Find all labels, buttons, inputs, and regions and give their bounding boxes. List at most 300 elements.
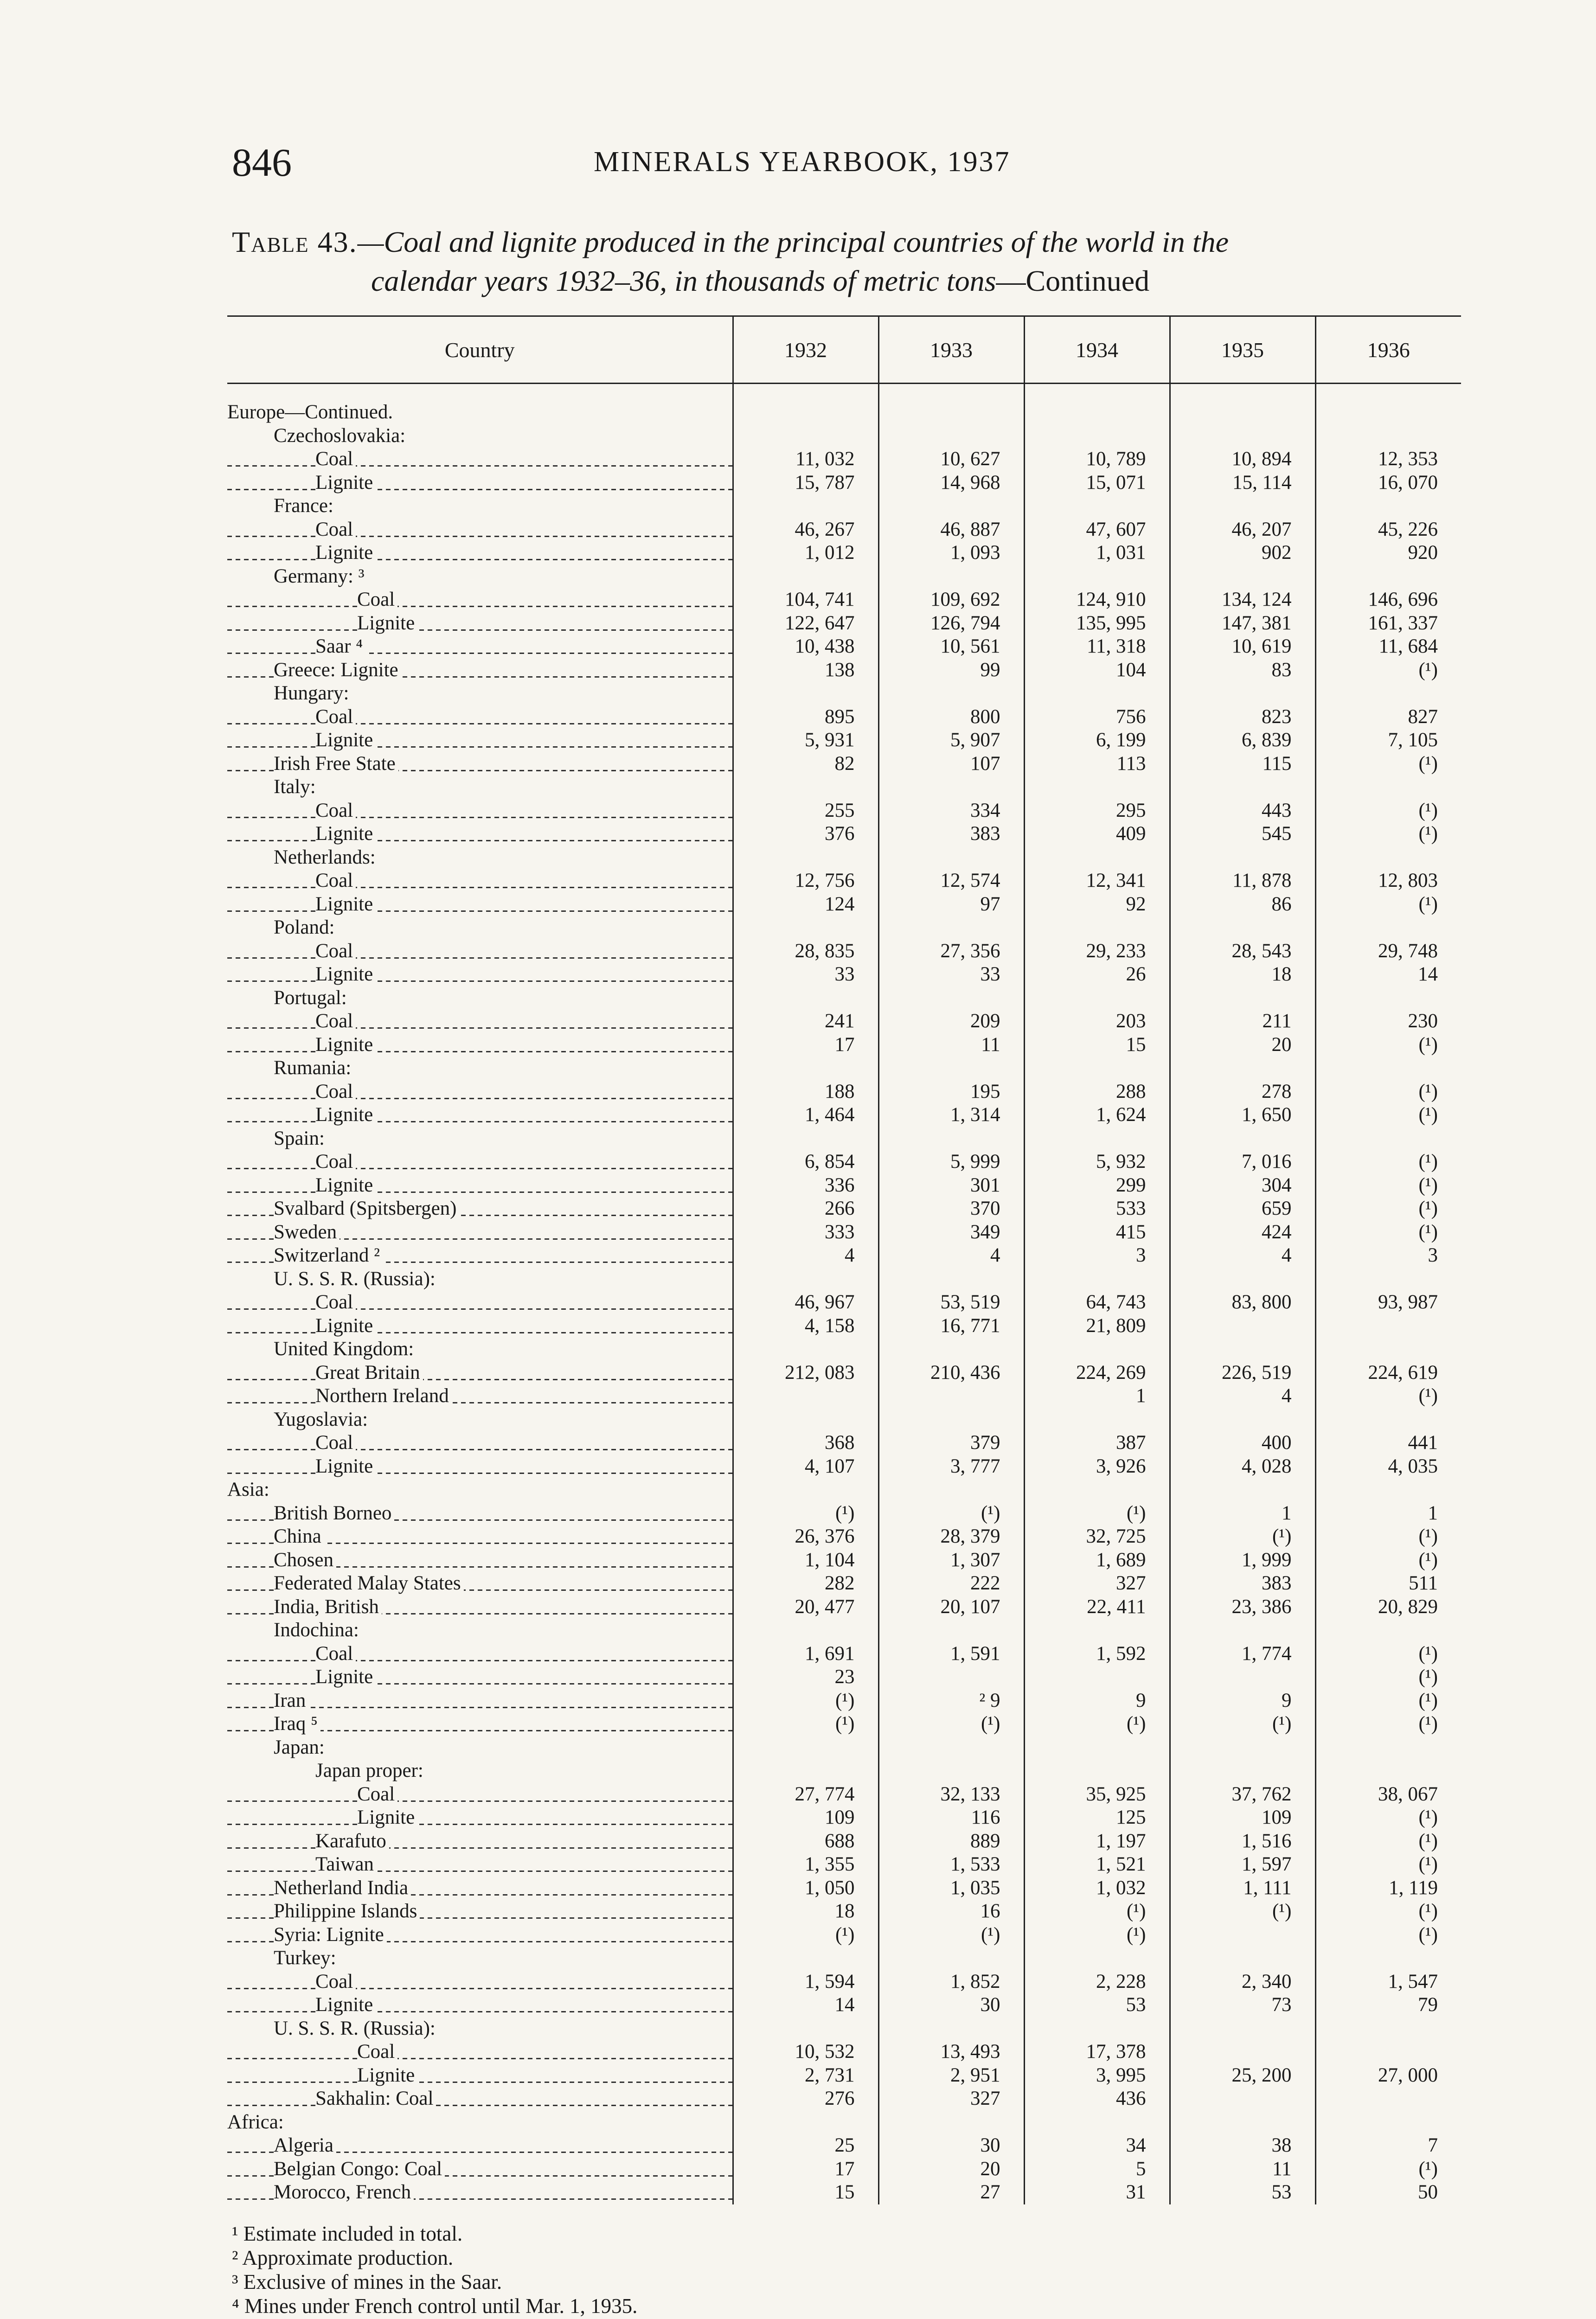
value-cell — [1024, 1478, 1170, 1502]
footnotes — [232, 2222, 1160, 2319]
row-label: Switzerland ² — [274, 1244, 383, 1266]
column-header: Country — [227, 316, 733, 384]
table-row — [227, 612, 1461, 635]
row-label: Hungary: — [274, 682, 352, 704]
row-label-cell — [227, 799, 733, 823]
value-cell: 4, 035 — [1315, 1455, 1461, 1479]
value-cell — [733, 1057, 878, 1080]
table-row — [227, 1010, 1461, 1033]
value-cell: 23 — [733, 1666, 878, 1689]
row-label: Coal — [315, 1010, 356, 1032]
row-label-cell — [227, 963, 733, 987]
value-cell — [733, 1947, 878, 1970]
value-cell: 10, 532 — [733, 2040, 878, 2064]
table-row — [227, 1806, 1461, 1830]
value-cell: 1, 050 — [733, 1877, 878, 1900]
row-label-cell — [227, 1993, 733, 2017]
value-cell: 1, 852 — [878, 1970, 1024, 1994]
value-cell: 5, 999 — [878, 1150, 1024, 1174]
value-cell: 10, 627 — [878, 448, 1024, 471]
value-cell: 4, 158 — [733, 1314, 878, 1338]
value-cell — [1170, 384, 1315, 424]
row-label: Yugoslavia: — [274, 1409, 371, 1430]
value-cell — [733, 565, 878, 589]
value-cell — [1024, 2017, 1170, 2041]
row-label: Portugal: — [274, 987, 350, 1009]
value-cell: (¹) — [733, 1923, 878, 1947]
row-label: Greece: Lignite — [274, 659, 401, 681]
row-label-cell — [227, 1338, 733, 1361]
row-label-cell — [227, 2111, 733, 2134]
value-cell: 383 — [1170, 1572, 1315, 1595]
value-cell: 15 — [733, 2181, 878, 2204]
row-label-cell — [227, 1221, 733, 1244]
row-label-cell — [227, 565, 733, 589]
table-row — [227, 1619, 1461, 1642]
row-label: Karafuto — [315, 1830, 389, 1852]
value-cell — [878, 2017, 1024, 2041]
row-label-cell — [227, 822, 733, 846]
value-cell: (¹) — [1024, 1923, 1170, 1947]
value-cell: 230 — [1315, 1010, 1461, 1033]
value-cell: (¹) — [1315, 1712, 1461, 1736]
value-cell — [1024, 1338, 1170, 1361]
value-cell: 443 — [1170, 799, 1315, 823]
value-cell — [1315, 424, 1461, 448]
value-cell: 533 — [1024, 1197, 1170, 1221]
table-row — [227, 1221, 1461, 1244]
value-cell: 6, 854 — [733, 1150, 878, 1174]
table-row — [227, 916, 1461, 940]
row-label: Northern Ireland — [315, 1385, 452, 1407]
value-cell: 93, 987 — [1315, 1291, 1461, 1314]
row-label-cell — [227, 1408, 733, 1432]
value-cell: 6, 199 — [1024, 729, 1170, 752]
value-cell: 107 — [878, 752, 1024, 776]
value-cell: 424 — [1170, 1221, 1315, 1244]
value-cell: 295 — [1024, 799, 1170, 823]
row-label: Italy: — [274, 776, 319, 798]
row-label-cell — [227, 775, 733, 799]
row-label-cell — [227, 1244, 733, 1268]
value-cell — [733, 775, 878, 799]
table-row — [227, 565, 1461, 589]
value-cell — [878, 1127, 1024, 1151]
value-cell: (¹) — [1315, 1853, 1461, 1877]
row-label-cell — [227, 384, 733, 424]
row-label-cell — [227, 1197, 733, 1221]
value-cell: 1, 594 — [733, 1970, 878, 1994]
row-label: United Kingdom: — [274, 1338, 417, 1360]
row-label-cell — [227, 1549, 733, 1572]
table-row — [227, 1502, 1461, 1525]
row-label-cell — [227, 612, 733, 635]
row-label: Lignite — [315, 729, 376, 751]
row-label-cell — [227, 1947, 733, 1970]
row-label: Coal — [357, 1783, 397, 1805]
table-row — [227, 1736, 1461, 1760]
footnote: ² Approximate production. — [232, 2246, 454, 2269]
value-cell: 211 — [1170, 1010, 1315, 1033]
value-cell — [1024, 1947, 1170, 1970]
row-label: Iran — [274, 1690, 308, 1711]
value-cell: 21, 809 — [1024, 1314, 1170, 1338]
value-cell: 1, 597 — [1170, 1853, 1315, 1877]
row-label: Lignite — [315, 893, 376, 915]
value-cell: 3, 777 — [878, 1455, 1024, 1479]
value-cell: 2, 228 — [1024, 1970, 1170, 1994]
value-cell — [1024, 1057, 1170, 1080]
value-cell: 12, 803 — [1315, 869, 1461, 893]
value-cell: 436 — [1024, 2087, 1170, 2111]
value-cell — [1024, 494, 1170, 518]
value-cell: 226, 519 — [1170, 1361, 1315, 1385]
value-cell: 7, 105 — [1315, 729, 1461, 752]
value-cell — [1315, 1338, 1461, 1361]
value-cell: 12, 353 — [1315, 448, 1461, 471]
value-cell: 9 — [1170, 1689, 1315, 1713]
value-cell: 10, 894 — [1170, 448, 1315, 471]
row-label: Coal — [315, 800, 356, 821]
value-cell: 2, 340 — [1170, 1970, 1315, 1994]
row-label-cell — [227, 1127, 733, 1151]
value-cell — [733, 916, 878, 940]
value-cell: (¹) — [1315, 1806, 1461, 1830]
row-label: Lignite — [357, 612, 417, 634]
row-label: Coal — [315, 940, 356, 962]
value-cell — [1170, 1923, 1315, 1947]
value-cell: 4 — [878, 1244, 1024, 1268]
value-cell — [1170, 2087, 1315, 2111]
value-cell — [1315, 987, 1461, 1010]
value-cell: 203 — [1024, 1010, 1170, 1033]
value-cell: (¹) — [1315, 1830, 1461, 1853]
value-cell: 1, 111 — [1170, 1877, 1315, 1900]
value-cell — [1024, 1759, 1170, 1783]
table-row — [227, 1923, 1461, 1947]
value-cell: 30 — [878, 1993, 1024, 2017]
value-cell — [878, 987, 1024, 1010]
value-cell: (¹) — [1315, 1689, 1461, 1713]
value-cell: 104, 741 — [733, 588, 878, 612]
row-label: Netherland India — [274, 1877, 411, 1899]
value-cell: 32, 133 — [878, 1783, 1024, 1807]
value-cell — [1024, 384, 1170, 424]
table-row — [227, 1947, 1461, 1970]
value-cell: 1, 035 — [878, 1877, 1024, 1900]
value-cell: 97 — [878, 893, 1024, 916]
page-header — [232, 139, 1456, 195]
value-cell: 29, 748 — [1315, 940, 1461, 963]
value-cell: 3 — [1315, 1244, 1461, 1268]
value-cell: 688 — [733, 1830, 878, 1853]
value-cell — [1024, 916, 1170, 940]
value-cell: 1, 197 — [1024, 1830, 1170, 1853]
value-cell: (¹) — [1315, 1642, 1461, 1666]
caption-line-1: —Coal and lignite produced in the principal countries of the world in the — [357, 225, 1229, 258]
value-cell: 16, 771 — [878, 1314, 1024, 1338]
value-cell: 35, 925 — [1024, 1783, 1170, 1807]
value-cell: 1, 119 — [1315, 1877, 1461, 1900]
value-cell: (¹) — [1315, 1923, 1461, 1947]
value-cell: (¹) — [1315, 1384, 1461, 1408]
value-cell: 327 — [1024, 1572, 1170, 1595]
table-row — [227, 1572, 1461, 1595]
value-cell: (¹) — [733, 1712, 878, 1736]
row-label: Federated Malay States — [274, 1572, 464, 1594]
value-cell: 20 — [1170, 1033, 1315, 1057]
value-cell: 11, 318 — [1024, 635, 1170, 659]
value-cell — [733, 1408, 878, 1432]
value-cell: 15 — [1024, 1033, 1170, 1057]
table-row — [227, 659, 1461, 682]
row-label: India, British — [274, 1596, 382, 1618]
value-cell: 23, 386 — [1170, 1595, 1315, 1619]
row-label: Coal — [315, 1971, 356, 1992]
value-cell: 1, 031 — [1024, 541, 1170, 565]
value-cell — [1315, 2017, 1461, 2041]
value-cell — [1024, 775, 1170, 799]
value-cell — [1170, 2111, 1315, 2134]
row-label-cell — [227, 1361, 733, 1385]
value-cell: 20, 477 — [733, 1595, 878, 1619]
row-label-cell — [227, 1970, 733, 1994]
value-cell: 188 — [733, 1080, 878, 1104]
row-label: Coal — [315, 706, 356, 728]
value-cell: 1, 689 — [1024, 1549, 1170, 1572]
value-cell: 3 — [1024, 1244, 1170, 1268]
value-cell: 15, 787 — [733, 471, 878, 495]
value-cell — [878, 1666, 1024, 1689]
row-label-cell — [227, 2017, 733, 2041]
value-cell — [1170, 1057, 1315, 1080]
value-cell: 1 — [1315, 1502, 1461, 1525]
table-row — [227, 2134, 1461, 2158]
value-cell: 209 — [878, 1010, 1024, 1033]
value-cell: 1, 521 — [1024, 1853, 1170, 1877]
value-cell: 3, 926 — [1024, 1455, 1170, 1479]
row-label-cell — [227, 1268, 733, 1291]
row-label-cell — [227, 1431, 733, 1455]
value-cell: 304 — [1170, 1174, 1315, 1198]
value-cell: 17 — [733, 2158, 878, 2181]
value-cell — [1315, 1736, 1461, 1760]
value-cell: 10, 561 — [878, 635, 1024, 659]
table-row — [227, 1759, 1461, 1783]
value-cell: 2, 951 — [878, 2064, 1024, 2088]
value-cell — [1315, 682, 1461, 705]
table-row — [227, 1268, 1461, 1291]
table-row — [227, 384, 1461, 424]
value-cell: 14 — [1315, 963, 1461, 987]
row-label-cell — [227, 1595, 733, 1619]
value-cell: 1 — [1024, 1384, 1170, 1408]
value-cell: 25, 200 — [1170, 2064, 1315, 2088]
row-label: Svalbard (Spitsbergen) — [274, 1198, 460, 1219]
row-label: Czechoslovakia: — [274, 425, 408, 447]
table-row — [227, 1150, 1461, 1174]
row-label-cell — [227, 1150, 733, 1174]
value-cell: 12, 341 — [1024, 869, 1170, 893]
row-label-cell — [227, 1759, 733, 1783]
value-cell: (¹) — [1315, 1033, 1461, 1057]
value-cell: 25 — [733, 2134, 878, 2158]
row-label: Lignite — [315, 1994, 376, 2016]
production-table — [227, 315, 1461, 2204]
value-cell: (¹) — [1315, 659, 1461, 682]
value-cell: 387 — [1024, 1431, 1170, 1455]
value-cell — [1315, 916, 1461, 940]
value-cell — [1170, 987, 1315, 1010]
value-cell: 383 — [878, 822, 1024, 846]
value-cell: 20, 829 — [1315, 1595, 1461, 1619]
value-cell: 138 — [733, 659, 878, 682]
row-label: China — [274, 1525, 324, 1547]
value-cell — [1315, 1057, 1461, 1080]
value-cell — [1024, 424, 1170, 448]
value-cell: 17, 378 — [1024, 2040, 1170, 2064]
row-label: Saar ⁴ — [315, 635, 365, 657]
value-cell: 28, 835 — [733, 940, 878, 963]
row-label-cell — [227, 682, 733, 705]
value-cell: 545 — [1170, 822, 1315, 846]
footnote: ⁴ Mines under French control until Mar. 1, 1935. — [232, 2294, 638, 2318]
row-label: Lignite — [315, 1034, 376, 1056]
value-cell — [1315, 1947, 1461, 1970]
value-cell: (¹) — [1315, 1525, 1461, 1549]
value-cell: 379 — [878, 1431, 1024, 1455]
value-cell: 889 — [878, 1830, 1024, 1853]
row-label-cell — [227, 1900, 733, 1923]
value-cell: (¹) — [1315, 822, 1461, 846]
row-label: Coal — [357, 589, 397, 610]
row-label: Africa: — [227, 2111, 287, 2133]
row-label: Lignite — [357, 2064, 417, 2086]
row-label-cell — [227, 1010, 733, 1033]
value-cell: 327 — [878, 2087, 1024, 2111]
value-cell: 29, 233 — [1024, 940, 1170, 963]
table-row — [227, 846, 1461, 870]
row-label: U. S. S. R. (Russia): — [274, 1268, 438, 1290]
table-row — [227, 940, 1461, 963]
value-cell: 83, 800 — [1170, 1291, 1315, 1314]
value-cell: 1, 591 — [878, 1642, 1024, 1666]
value-cell: 11, 878 — [1170, 869, 1315, 893]
value-cell — [1024, 2111, 1170, 2134]
value-cell: (¹) — [1315, 1900, 1461, 1923]
value-cell: (¹) — [733, 1502, 878, 1525]
running-header: MINERALS YEARBOOK, 1937 — [594, 146, 1011, 178]
value-cell: 6, 839 — [1170, 729, 1315, 752]
value-cell: 5, 907 — [878, 729, 1024, 752]
value-cell — [878, 1478, 1024, 1502]
table-row — [227, 1900, 1461, 1923]
row-label-cell — [227, 448, 733, 471]
value-cell — [878, 2111, 1024, 2134]
value-cell: 1, 547 — [1315, 1970, 1461, 1994]
table-row — [227, 541, 1461, 565]
value-cell — [1170, 1619, 1315, 1642]
value-cell: (¹) — [1170, 1525, 1315, 1549]
value-cell: 1, 355 — [733, 1853, 878, 1877]
row-label-cell — [227, 424, 733, 448]
value-cell: 195 — [878, 1080, 1024, 1104]
value-cell — [733, 2111, 878, 2134]
value-cell: 1, 999 — [1170, 1549, 1315, 1572]
value-cell: 28, 379 — [878, 1525, 1024, 1549]
table-row — [227, 471, 1461, 495]
value-cell: 7 — [1315, 2134, 1461, 2158]
value-cell — [1024, 682, 1170, 705]
value-cell — [733, 1478, 878, 1502]
table-row — [227, 1314, 1461, 1338]
table-row — [227, 1712, 1461, 1736]
row-label: Rumania: — [274, 1057, 354, 1079]
row-label-cell — [227, 1525, 733, 1549]
table-caption — [232, 223, 1456, 301]
row-label-cell — [227, 987, 733, 1010]
value-cell: 368 — [733, 1431, 878, 1455]
value-cell: 5 — [1024, 2158, 1170, 2181]
row-label: Lignite — [315, 472, 376, 493]
value-cell — [1315, 1314, 1461, 1338]
table-row — [227, 822, 1461, 846]
value-cell: 104 — [1024, 659, 1170, 682]
row-label-cell — [227, 846, 733, 870]
row-label: Coal — [315, 1151, 356, 1172]
value-cell: 5, 931 — [733, 729, 878, 752]
value-cell — [878, 565, 1024, 589]
table-header-row — [227, 316, 1461, 384]
table-row — [227, 869, 1461, 893]
value-cell: (¹) — [1024, 1712, 1170, 1736]
value-cell — [733, 1127, 878, 1151]
value-cell — [1170, 1314, 1315, 1338]
row-label-cell — [227, 916, 733, 940]
row-label-cell — [227, 1033, 733, 1057]
table-row — [227, 1057, 1461, 1080]
table-row — [227, 2181, 1461, 2204]
value-cell — [1315, 775, 1461, 799]
value-cell: 9 — [1024, 1689, 1170, 1713]
row-label-cell — [227, 1783, 733, 1807]
value-cell: 1, 104 — [733, 1549, 878, 1572]
value-cell — [1170, 1947, 1315, 1970]
value-cell: 32, 725 — [1024, 1525, 1170, 1549]
table-row — [227, 1361, 1461, 1385]
value-cell — [1170, 775, 1315, 799]
row-label: Japan: — [274, 1736, 327, 1758]
value-cell — [1024, 1408, 1170, 1432]
value-cell: (¹) — [1315, 893, 1461, 916]
row-label-cell — [227, 659, 733, 682]
value-cell — [1315, 565, 1461, 589]
column-header: 1934 — [1024, 316, 1170, 384]
row-label: Lignite — [315, 1104, 376, 1126]
value-cell: (¹) — [1315, 752, 1461, 776]
value-cell: 161, 337 — [1315, 612, 1461, 635]
value-cell: 13, 493 — [878, 2040, 1024, 2064]
table-row — [227, 424, 1461, 448]
row-label-cell — [227, 1291, 733, 1314]
value-cell: 800 — [878, 705, 1024, 729]
value-cell: (¹) — [1024, 1900, 1170, 1923]
value-cell: 415 — [1024, 1221, 1170, 1244]
row-label-cell — [227, 588, 733, 612]
value-cell — [1024, 1666, 1170, 1689]
value-cell: 278 — [1170, 1080, 1315, 1104]
value-cell — [1170, 1268, 1315, 1291]
